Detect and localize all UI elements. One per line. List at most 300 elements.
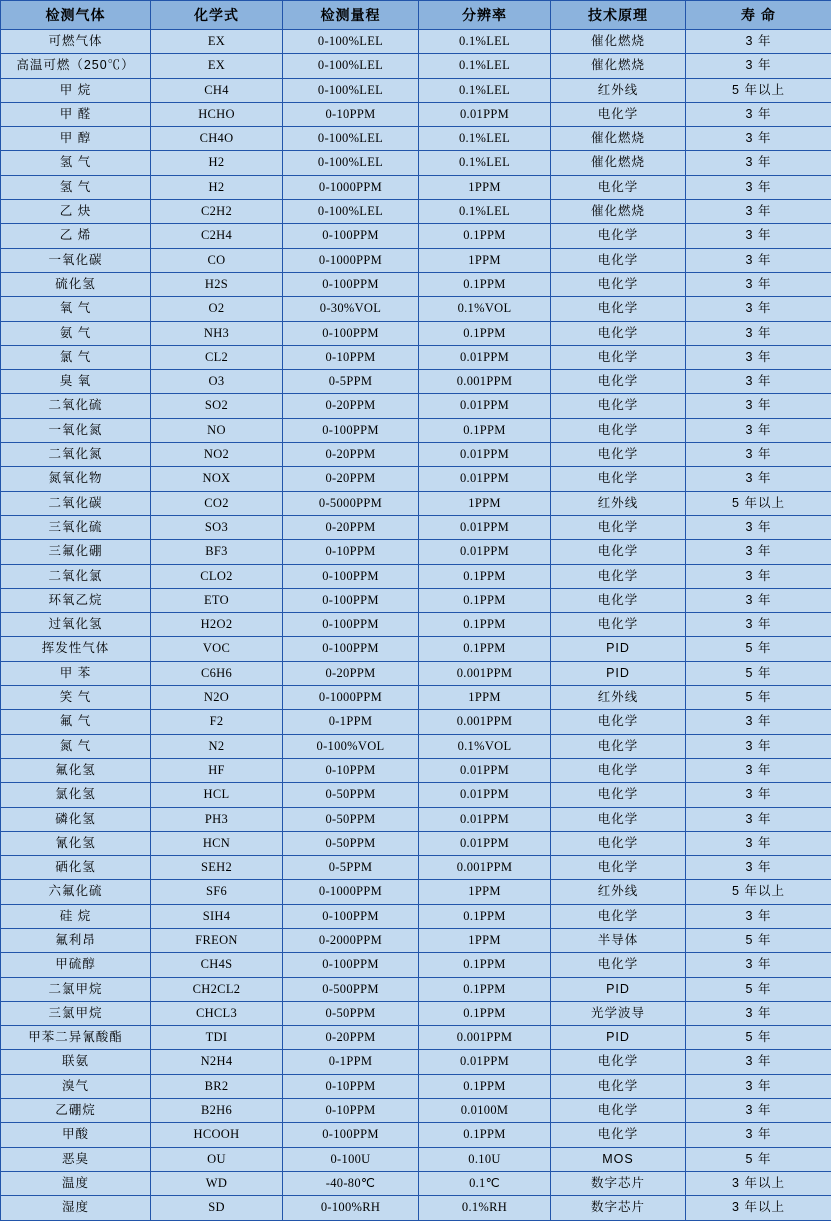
table-row xyxy=(1,856,831,880)
cell-resolution: 0.1PPM xyxy=(419,1123,551,1147)
table-row xyxy=(1,491,831,515)
cell-lifetime: 3 年 xyxy=(686,467,831,491)
table-row xyxy=(1,588,831,612)
cell-technology: 电化学 xyxy=(551,102,686,126)
cell-gas-name: 乙 烯 xyxy=(1,224,151,248)
table-row xyxy=(1,710,831,734)
cell-range: 0-1000PPM xyxy=(283,686,419,710)
table-row xyxy=(1,758,831,782)
cell-range: 0-100PPM xyxy=(283,613,419,637)
cell-gas-name: 二氧化碳 xyxy=(1,491,151,515)
column-header-gas: 检测气体 xyxy=(1,1,151,30)
cell-range: 0-500PPM xyxy=(283,977,419,1001)
cell-lifetime: 3 年 xyxy=(686,30,831,54)
cell-formula: N2O xyxy=(151,686,283,710)
table-row xyxy=(1,613,831,637)
cell-lifetime: 3 年 xyxy=(686,734,831,758)
cell-gas-name: 甲苯二异氰酸酯 xyxy=(1,1026,151,1050)
cell-resolution: 0.1%VOL xyxy=(419,297,551,321)
cell-lifetime: 3 年 xyxy=(686,297,831,321)
cell-gas-name: 氮 气 xyxy=(1,734,151,758)
cell-technology: 电化学 xyxy=(551,467,686,491)
cell-resolution: 0.1℃ xyxy=(419,1171,551,1195)
cell-lifetime: 3 年 xyxy=(686,418,831,442)
cell-formula: B2H6 xyxy=(151,1099,283,1123)
cell-technology: 电化学 xyxy=(551,370,686,394)
table-row xyxy=(1,248,831,272)
cell-technology: 电化学 xyxy=(551,1074,686,1098)
cell-lifetime: 5 年 xyxy=(686,1026,831,1050)
cell-range: -40-80℃ xyxy=(283,1171,419,1195)
cell-range: 0-20PPM xyxy=(283,1026,419,1050)
cell-lifetime: 3 年 xyxy=(686,831,831,855)
table-row xyxy=(1,30,831,54)
table-row xyxy=(1,1074,831,1098)
cell-technology: MOS xyxy=(551,1147,686,1171)
table-row xyxy=(1,151,831,175)
cell-lifetime: 3 年 xyxy=(686,321,831,345)
cell-technology: 红外线 xyxy=(551,491,686,515)
cell-resolution: 0.10U xyxy=(419,1147,551,1171)
cell-formula: N2H4 xyxy=(151,1050,283,1074)
cell-range: 0-10PPM xyxy=(283,540,419,564)
cell-technology: 电化学 xyxy=(551,613,686,637)
cell-range: 0-100PPM xyxy=(283,588,419,612)
table-row xyxy=(1,345,831,369)
table-row xyxy=(1,540,831,564)
cell-technology: 催化燃烧 xyxy=(551,151,686,175)
cell-technology: 电化学 xyxy=(551,224,686,248)
cell-technology: 电化学 xyxy=(551,734,686,758)
table-row xyxy=(1,977,831,1001)
cell-formula: NO2 xyxy=(151,443,283,467)
cell-gas-name: 氟利昂 xyxy=(1,928,151,952)
cell-range: 0-10PPM xyxy=(283,102,419,126)
table-row xyxy=(1,564,831,588)
cell-resolution: 0.1PPM xyxy=(419,224,551,248)
cell-technology: 电化学 xyxy=(551,710,686,734)
table-header xyxy=(1,1,831,30)
cell-lifetime: 3 年 xyxy=(686,758,831,782)
cell-formula: NOX xyxy=(151,467,283,491)
table-row xyxy=(1,127,831,151)
table-row xyxy=(1,661,831,685)
cell-resolution: 0.001PPM xyxy=(419,370,551,394)
cell-formula: CH2CL2 xyxy=(151,977,283,1001)
cell-technology: PID xyxy=(551,1026,686,1050)
cell-range: 0-100%LEL xyxy=(283,54,419,78)
cell-formula: CH4 xyxy=(151,78,283,102)
table-row xyxy=(1,370,831,394)
cell-technology: 光学波导 xyxy=(551,1001,686,1025)
cell-resolution: 0.001PPM xyxy=(419,661,551,685)
cell-lifetime: 3 年 xyxy=(686,515,831,539)
cell-formula: WD xyxy=(151,1171,283,1195)
cell-formula: CH4O xyxy=(151,127,283,151)
cell-range: 0-100PPM xyxy=(283,272,419,296)
cell-resolution: 0.1PPM xyxy=(419,564,551,588)
cell-resolution: 1PPM xyxy=(419,248,551,272)
cell-formula: CLO2 xyxy=(151,564,283,588)
cell-technology: 电化学 xyxy=(551,1050,686,1074)
column-header-range: 检测量程 xyxy=(283,1,419,30)
cell-technology: 数字芯片 xyxy=(551,1171,686,1195)
table-header-row xyxy=(1,1,831,30)
cell-range: 0-10PPM xyxy=(283,1099,419,1123)
cell-resolution: 0.1PPM xyxy=(419,953,551,977)
cell-resolution: 0.1%LEL xyxy=(419,127,551,151)
cell-range: 0-50PPM xyxy=(283,783,419,807)
cell-technology: 电化学 xyxy=(551,831,686,855)
cell-range: 0-1PPM xyxy=(283,1050,419,1074)
cell-range: 0-100%LEL xyxy=(283,151,419,175)
cell-lifetime: 5 年以上 xyxy=(686,491,831,515)
cell-formula: SIH4 xyxy=(151,904,283,928)
cell-resolution: 0.1PPM xyxy=(419,321,551,345)
column-header-lifetime: 寿 命 xyxy=(686,1,831,30)
cell-range: 0-100%RH xyxy=(283,1196,419,1220)
cell-technology: 红外线 xyxy=(551,686,686,710)
cell-gas-name: 挥发性气体 xyxy=(1,637,151,661)
cell-gas-name: 氨 气 xyxy=(1,321,151,345)
cell-lifetime: 5 年 xyxy=(686,977,831,1001)
cell-range: 0-20PPM xyxy=(283,467,419,491)
cell-resolution: 0.01PPM xyxy=(419,758,551,782)
cell-lifetime: 3 年 xyxy=(686,1123,831,1147)
cell-range: 0-10PPM xyxy=(283,758,419,782)
cell-formula: SO2 xyxy=(151,394,283,418)
cell-lifetime: 3 年 xyxy=(686,588,831,612)
cell-lifetime: 3 年 xyxy=(686,953,831,977)
cell-range: 0-5000PPM xyxy=(283,491,419,515)
table-row xyxy=(1,637,831,661)
cell-lifetime: 3 年 xyxy=(686,54,831,78)
cell-resolution: 0.1PPM xyxy=(419,1001,551,1025)
cell-gas-name: 环氧乙烷 xyxy=(1,588,151,612)
cell-resolution: 0.001PPM xyxy=(419,856,551,880)
table-row xyxy=(1,1147,831,1171)
table-row xyxy=(1,78,831,102)
table-row xyxy=(1,1123,831,1147)
table-row xyxy=(1,1099,831,1123)
cell-gas-name: 三氧化硫 xyxy=(1,515,151,539)
cell-resolution: 0.1%LEL xyxy=(419,54,551,78)
cell-range: 0-100%LEL xyxy=(283,200,419,224)
cell-lifetime: 5 年 xyxy=(686,661,831,685)
cell-gas-name: 磷化氢 xyxy=(1,807,151,831)
cell-formula: NO xyxy=(151,418,283,442)
cell-range: 0-5PPM xyxy=(283,370,419,394)
cell-technology: PID xyxy=(551,977,686,1001)
cell-formula: H2O2 xyxy=(151,613,283,637)
cell-range: 0-10PPM xyxy=(283,345,419,369)
cell-gas-name: 甲硫醇 xyxy=(1,953,151,977)
cell-technology: 电化学 xyxy=(551,443,686,467)
cell-gas-name: 联氨 xyxy=(1,1050,151,1074)
cell-resolution: 0.01PPM xyxy=(419,831,551,855)
cell-range: 0-100PPM xyxy=(283,564,419,588)
cell-technology: 电化学 xyxy=(551,345,686,369)
cell-gas-name: 笑 气 xyxy=(1,686,151,710)
cell-resolution: 0.001PPM xyxy=(419,710,551,734)
cell-lifetime: 3 年以上 xyxy=(686,1171,831,1195)
cell-technology: 电化学 xyxy=(551,175,686,199)
cell-formula: SD xyxy=(151,1196,283,1220)
cell-technology: 催化燃烧 xyxy=(551,200,686,224)
cell-formula: SO3 xyxy=(151,515,283,539)
cell-range: 0-2000PPM xyxy=(283,928,419,952)
cell-resolution: 0.01PPM xyxy=(419,345,551,369)
cell-gas-name: 氟化氢 xyxy=(1,758,151,782)
cell-gas-name: 硒化氢 xyxy=(1,856,151,880)
table-row xyxy=(1,904,831,928)
table-row xyxy=(1,467,831,491)
cell-lifetime: 3 年 xyxy=(686,807,831,831)
cell-formula: HCL xyxy=(151,783,283,807)
cell-gas-name: 甲酸 xyxy=(1,1123,151,1147)
cell-gas-name: 高温可燃（250℃） xyxy=(1,54,151,78)
cell-gas-name: 乙 炔 xyxy=(1,200,151,224)
cell-lifetime: 3 年 xyxy=(686,613,831,637)
cell-lifetime: 3 年 xyxy=(686,1074,831,1098)
cell-formula: C6H6 xyxy=(151,661,283,685)
cell-resolution: 0.1PPM xyxy=(419,977,551,1001)
table-row xyxy=(1,1196,831,1220)
table-row xyxy=(1,1001,831,1025)
cell-range: 0-50PPM xyxy=(283,1001,419,1025)
cell-resolution: 1PPM xyxy=(419,686,551,710)
cell-range: 0-1000PPM xyxy=(283,175,419,199)
cell-formula: HF xyxy=(151,758,283,782)
cell-resolution: 0.1%LEL xyxy=(419,30,551,54)
cell-gas-name: 乙硼烷 xyxy=(1,1099,151,1123)
cell-gas-name: 六氟化硫 xyxy=(1,880,151,904)
cell-technology: 电化学 xyxy=(551,564,686,588)
cell-resolution: 0.1PPM xyxy=(419,613,551,637)
cell-gas-name: 溴气 xyxy=(1,1074,151,1098)
cell-lifetime: 3 年 xyxy=(686,564,831,588)
cell-resolution: 0.1PPM xyxy=(419,637,551,661)
cell-technology: 电化学 xyxy=(551,272,686,296)
table-row xyxy=(1,1050,831,1074)
cell-gas-name: 三氟化硼 xyxy=(1,540,151,564)
cell-lifetime: 3 年 xyxy=(686,200,831,224)
cell-resolution: 0.1PPM xyxy=(419,904,551,928)
cell-technology: 催化燃烧 xyxy=(551,54,686,78)
cell-gas-name: 硫化氢 xyxy=(1,272,151,296)
cell-technology: PID xyxy=(551,637,686,661)
column-header-technology: 技术原理 xyxy=(551,1,686,30)
table-row xyxy=(1,831,831,855)
table-row xyxy=(1,297,831,321)
cell-lifetime: 3 年 xyxy=(686,272,831,296)
table-row xyxy=(1,443,831,467)
table-row xyxy=(1,686,831,710)
cell-lifetime: 3 年 xyxy=(686,540,831,564)
cell-resolution: 0.01PPM xyxy=(419,540,551,564)
cell-gas-name: 一氧化碳 xyxy=(1,248,151,272)
cell-range: 0-1PPM xyxy=(283,710,419,734)
cell-technology: 半导体 xyxy=(551,928,686,952)
cell-gas-name: 硅 烷 xyxy=(1,904,151,928)
cell-gas-name: 二氧化氯 xyxy=(1,564,151,588)
cell-technology: 电化学 xyxy=(551,758,686,782)
cell-range: 0-1000PPM xyxy=(283,248,419,272)
cell-lifetime: 3 年 xyxy=(686,345,831,369)
cell-gas-name: 过氧化氢 xyxy=(1,613,151,637)
cell-gas-name: 氢 气 xyxy=(1,151,151,175)
cell-lifetime: 3 年 xyxy=(686,856,831,880)
column-header-formula: 化学式 xyxy=(151,1,283,30)
cell-lifetime: 3 年 xyxy=(686,710,831,734)
cell-technology: 电化学 xyxy=(551,321,686,345)
cell-resolution: 0.01PPM xyxy=(419,467,551,491)
cell-lifetime: 3 年 xyxy=(686,151,831,175)
cell-range: 0-100PPM xyxy=(283,418,419,442)
cell-range: 0-20PPM xyxy=(283,394,419,418)
cell-technology: PID xyxy=(551,661,686,685)
cell-gas-name: 氮氧化物 xyxy=(1,467,151,491)
cell-formula: O3 xyxy=(151,370,283,394)
cell-formula: H2S xyxy=(151,272,283,296)
cell-lifetime: 3 年 xyxy=(686,370,831,394)
table-row xyxy=(1,1171,831,1195)
cell-resolution: 0.1PPM xyxy=(419,1074,551,1098)
cell-formula: CHCL3 xyxy=(151,1001,283,1025)
cell-resolution: 0.01PPM xyxy=(419,102,551,126)
cell-technology: 催化燃烧 xyxy=(551,30,686,54)
cell-resolution: 0.1PPM xyxy=(419,272,551,296)
table-row xyxy=(1,272,831,296)
cell-range: 0-20PPM xyxy=(283,515,419,539)
column-header-resolution: 分辨率 xyxy=(419,1,551,30)
cell-gas-name: 三氯甲烷 xyxy=(1,1001,151,1025)
cell-range: 0-100PPM xyxy=(283,904,419,928)
cell-lifetime: 5 年 xyxy=(686,1147,831,1171)
table-row xyxy=(1,102,831,126)
cell-resolution: 0.1%VOL xyxy=(419,734,551,758)
cell-range: 0-100PPM xyxy=(283,1123,419,1147)
cell-gas-name: 湿度 xyxy=(1,1196,151,1220)
cell-range: 0-100PPM xyxy=(283,637,419,661)
table-row xyxy=(1,783,831,807)
cell-lifetime: 3 年 xyxy=(686,1099,831,1123)
cell-gas-name: 二氯甲烷 xyxy=(1,977,151,1001)
cell-formula: N2 xyxy=(151,734,283,758)
cell-gas-name: 可燃气体 xyxy=(1,30,151,54)
cell-technology: 红外线 xyxy=(551,880,686,904)
cell-range: 0-20PPM xyxy=(283,443,419,467)
cell-technology: 电化学 xyxy=(551,856,686,880)
cell-range: 0-1000PPM xyxy=(283,880,419,904)
cell-range: 0-100PPM xyxy=(283,953,419,977)
table-row xyxy=(1,200,831,224)
cell-lifetime: 3 年 xyxy=(686,175,831,199)
cell-gas-name: 二氧化氮 xyxy=(1,443,151,467)
cell-technology: 电化学 xyxy=(551,418,686,442)
cell-gas-name: 甲 苯 xyxy=(1,661,151,685)
cell-formula: HCOOH xyxy=(151,1123,283,1147)
table-row xyxy=(1,807,831,831)
table-row xyxy=(1,418,831,442)
cell-formula: NH3 xyxy=(151,321,283,345)
cell-gas-name: 甲 烷 xyxy=(1,78,151,102)
cell-resolution: 0.1PPM xyxy=(419,418,551,442)
cell-technology: 催化燃烧 xyxy=(551,127,686,151)
cell-resolution: 0.1%LEL xyxy=(419,200,551,224)
cell-lifetime: 5 年 xyxy=(686,637,831,661)
cell-lifetime: 3 年 xyxy=(686,1050,831,1074)
cell-technology: 电化学 xyxy=(551,588,686,612)
cell-range: 0-100%LEL xyxy=(283,30,419,54)
cell-lifetime: 3 年 xyxy=(686,127,831,151)
cell-range: 0-100U xyxy=(283,1147,419,1171)
cell-lifetime: 3 年 xyxy=(686,783,831,807)
cell-technology: 电化学 xyxy=(551,248,686,272)
table-row xyxy=(1,515,831,539)
cell-resolution: 1PPM xyxy=(419,880,551,904)
table-row xyxy=(1,224,831,248)
cell-lifetime: 3 年 xyxy=(686,102,831,126)
cell-technology: 红外线 xyxy=(551,78,686,102)
cell-gas-name: 甲 醇 xyxy=(1,127,151,151)
cell-formula: H2 xyxy=(151,175,283,199)
cell-resolution: 0.01PPM xyxy=(419,443,551,467)
cell-gas-name: 臭 氧 xyxy=(1,370,151,394)
cell-formula: VOC xyxy=(151,637,283,661)
cell-lifetime: 3 年 xyxy=(686,394,831,418)
cell-technology: 电化学 xyxy=(551,297,686,321)
cell-lifetime: 3 年 xyxy=(686,443,831,467)
cell-resolution: 0.01PPM xyxy=(419,807,551,831)
cell-technology: 电化学 xyxy=(551,394,686,418)
cell-gas-name: 恶臭 xyxy=(1,1147,151,1171)
cell-technology: 电化学 xyxy=(551,1099,686,1123)
cell-gas-name: 氯 气 xyxy=(1,345,151,369)
cell-resolution: 0.1%RH xyxy=(419,1196,551,1220)
cell-lifetime: 3 年 xyxy=(686,248,831,272)
table-row xyxy=(1,880,831,904)
table-row xyxy=(1,734,831,758)
cell-lifetime: 5 年以上 xyxy=(686,880,831,904)
cell-resolution: 0.01PPM xyxy=(419,1050,551,1074)
cell-formula: C2H4 xyxy=(151,224,283,248)
cell-resolution: 0.01PPM xyxy=(419,783,551,807)
cell-gas-name: 氢 气 xyxy=(1,175,151,199)
table-row xyxy=(1,175,831,199)
cell-lifetime: 5 年以上 xyxy=(686,78,831,102)
cell-gas-name: 二氧化硫 xyxy=(1,394,151,418)
cell-technology: 电化学 xyxy=(551,540,686,564)
cell-formula: OU xyxy=(151,1147,283,1171)
cell-resolution: 0.001PPM xyxy=(419,1026,551,1050)
cell-formula: CO2 xyxy=(151,491,283,515)
cell-range: 0-10PPM xyxy=(283,1074,419,1098)
cell-formula: FREON xyxy=(151,928,283,952)
cell-technology: 电化学 xyxy=(551,904,686,928)
cell-resolution: 0.0100M xyxy=(419,1099,551,1123)
cell-gas-name: 氧 气 xyxy=(1,297,151,321)
cell-formula: EX xyxy=(151,30,283,54)
cell-gas-name: 氟 气 xyxy=(1,710,151,734)
cell-formula: SEH2 xyxy=(151,856,283,880)
cell-resolution: 0.1%LEL xyxy=(419,151,551,175)
table-body xyxy=(1,30,831,1221)
cell-formula: EX xyxy=(151,54,283,78)
cell-lifetime: 5 年 xyxy=(686,686,831,710)
cell-gas-name: 氯化氢 xyxy=(1,783,151,807)
cell-formula: F2 xyxy=(151,710,283,734)
